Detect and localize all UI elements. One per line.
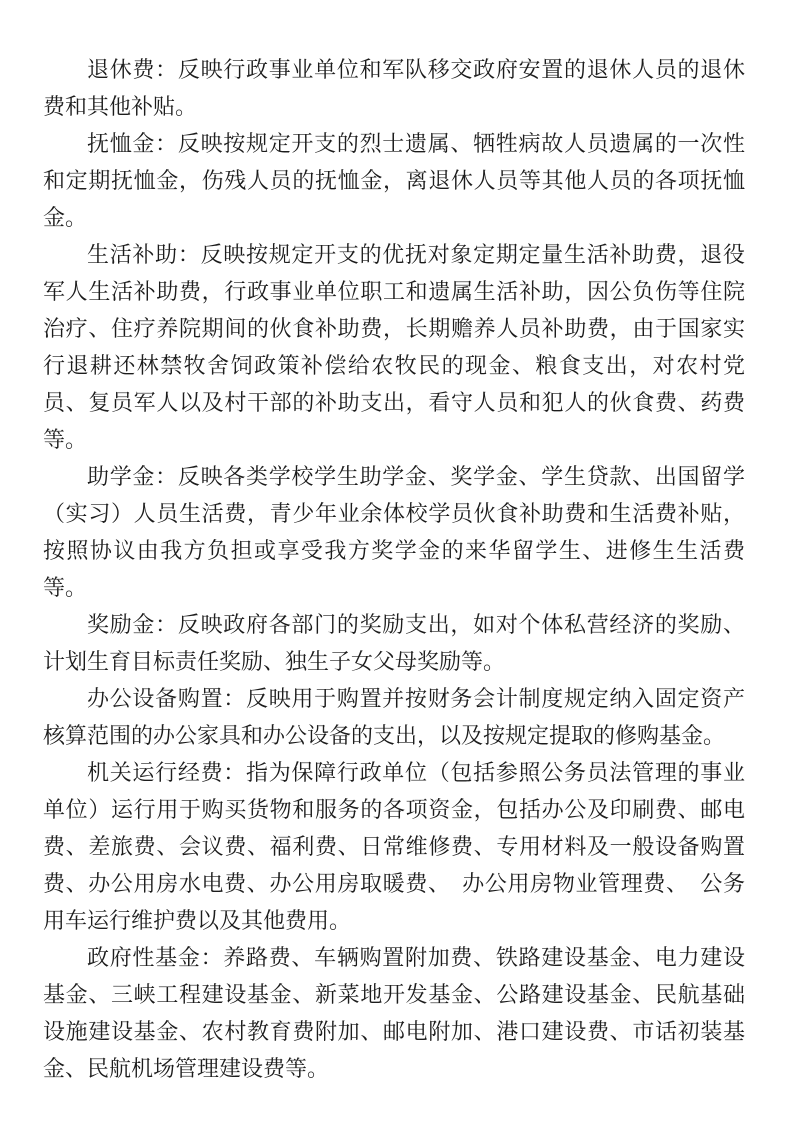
document-body — [43, 52, 745, 1088]
paragraph-student-grants: 助学金：反映各类学校学生助学金、奖学金、学生贷款、出国留学（实习）人员生活费，青少年业余体校学员伙食补助费和生活费补贴，按照协议由我方负担或享受我方奖学金的来华留学生、进修生生活费等。 — [43, 465, 745, 601]
paragraph-retirement-pay: 退休费：反映行政事业单位和军队移交政府安置的退休人员的退休费和其他补贴。 — [43, 58, 745, 120]
paragraph-reward-money: 奖励金：反映政府各部门的奖励支出，如对个体私营经济的奖励、计划生育目标责任奖励、独生子女父母奖励等。 — [43, 613, 745, 675]
paragraph-office-equipment-purchase: 办公设备购置：反映用于购置并按财务会计制度规定纳入固定资产核算范围的办公家具和办公设备的支出，以及按规定提取的修购基金。 — [43, 687, 745, 749]
paragraph-living-allowance: 生活补助：反映按规定开支的优抚对象定期定量生活补助费，退役军人生活补助费，行政事业单位职工和遗属生活补助，因公负伤等住院治疗、住疗养院期间的伙食补助费，长期赡养人员补助费，由于国家实行退耕还林禁牧舍饲政策补偿给农牧民的现金、粮食支出，对农村党员、复员军人以及村干部的补助支出，看守人员和犯人的伙食费、药费等。 — [43, 243, 745, 453]
paragraph-agency-operating-expenses: 机关运行经费：指为保障行政单位（包括参照公务员法管理的事业单位）运行用于购买货物和服务的各项资金，包括办公及印刷费、邮电费、差旅费、会议费、福利费、日常维修费、专用材料及一般设备购置费、办公用房水电费、办公用房取暖费、 办公用房物业管理费、 公务用车运行维护费以及其他费用。 — [43, 761, 745, 934]
paragraph-government-managed-funds: 政府性基金：养路费、车辆购置附加费、铁路建设基金、电力建设基金、三峡工程建设基金、新菜地开发基金、公路建设基金、民航基础设施建设基金、农村教育费附加、邮电附加、港口建设费、市话初装基金、民航机场管理建设费等。 — [43, 946, 745, 1082]
paragraph-survivor-pension: 抚恤金：反映按规定开支的烈士遗属、牺牲病故人员遗属的一次性和定期抚恤金，伤残人员的抚恤金，离退休人员等其他人员的各项抚恤金。 — [43, 132, 745, 231]
